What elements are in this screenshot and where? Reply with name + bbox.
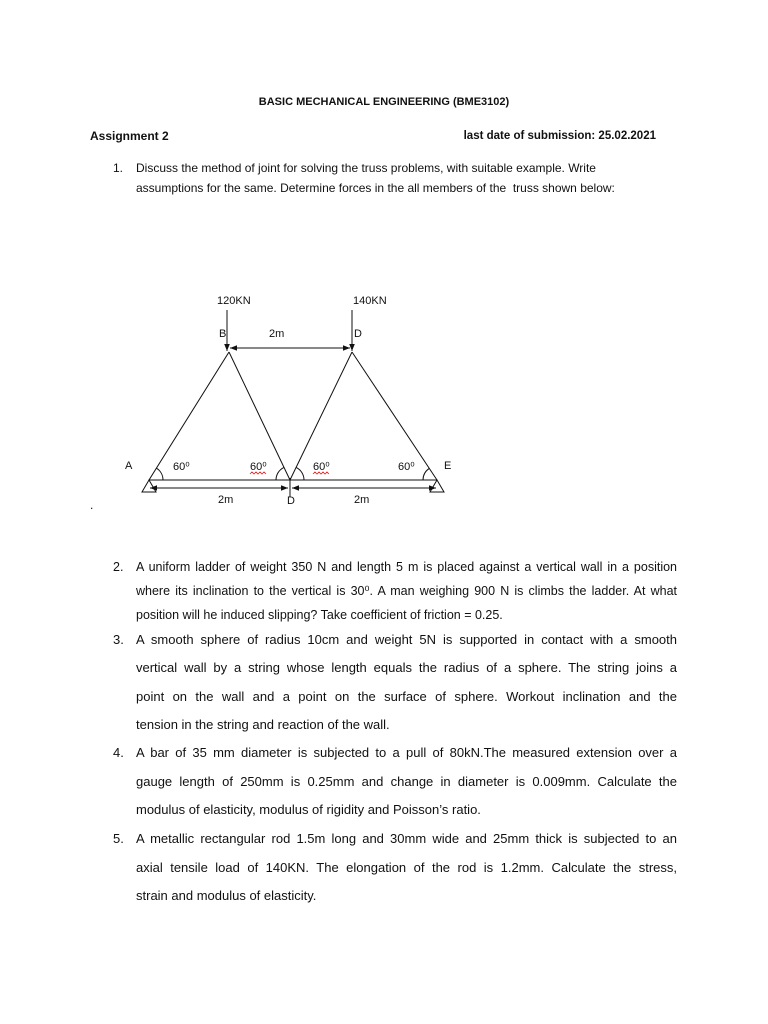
question-line: A metallic rectangular rod 1.5m long and 30mm wide and 25mm thick is subjected to an [136,831,677,846]
question-line: modulus of elasticity, modulus of rigidity and Poisson’s ratio. [136,802,481,817]
question-number: 5. [113,831,124,846]
question-line: A bar of 35 mm diameter is subjected to a pull of 80kN.The measured extension over a [136,745,677,760]
top-span-label: 2m [269,328,285,340]
question-line: vertical wall by a string whose length equals the radius of a sphere. The string joins a [136,660,677,676]
angle-arc-mid-right [296,467,304,480]
question-line: gauge length of 250mm is 0.25mm and change in diameter is 0.009mm. Calculate the [136,773,677,789]
question-number: 3. [113,632,124,647]
question-line: where its inclination to the vertical is 30⁰. A man weighing 900 N is climbs the ladder. At what [136,584,677,598]
angle-arc-a [157,468,164,480]
question-line: position will he induced slipping? Take coefficient of friction = 0.25. [136,608,503,622]
question-line: A smooth sphere of radius 10cm and weight 5N is supported in contact with a smooth [136,632,677,647]
angle-label-a: 60⁰ [173,461,190,473]
question-line: assumptions for the same. Determine forces in the all members of the truss shown below: [136,181,615,195]
truss-diagram [100,280,480,520]
angle-label-e: 60⁰ [398,461,415,473]
question-line: point on the wall and a point on the surface of sphere. Workout inclination and the [136,688,677,704]
question-text [136,158,677,198]
load-label-b: 120KN [217,295,251,307]
assignment-number: Assignment 2 [90,129,169,143]
joint-label-d: D [354,328,362,340]
question-text [136,825,677,911]
question-number: 4. [113,745,124,760]
question-text [136,739,677,825]
question-text [136,555,677,627]
support-e [430,480,444,492]
joint-label-b: B [219,328,227,340]
span-label-right: 2m [354,494,370,506]
stray-mark: . [90,498,94,512]
member-de [352,352,437,480]
document-title: BASIC MECHANICAL ENGINEERING (BME3102) [258,96,510,108]
question-line: tension in the string and reaction of the wall. [136,716,390,732]
question-line: A uniform ladder of weight 350 N and length 5 m is placed against a vertical wall in a position [136,560,677,574]
joint-label-a: A [125,460,133,472]
question-line: strain and modulus of elasticity. [136,888,317,903]
mid-joint-label: D [287,495,295,507]
submission-deadline: last date of submission: 25.02.2021 [463,130,656,142]
angle-arc-e [423,468,429,480]
angle-label-mid-left: 60⁰ [250,461,267,473]
support-a [142,480,156,492]
angle-arc-mid-left [276,467,284,480]
question-number: 1. [113,161,124,175]
span-label-left: 2m [218,494,234,506]
question-line: axial tensile load of 140KN. The elongation of the rod is 1.2mm. Calculate the stress, [136,859,677,875]
question-line: Discuss the method of joint for solving the truss problems, with suitable example. Write [136,161,596,175]
load-label-d: 140KN [353,295,387,307]
joint-label-e: E [444,460,452,472]
question-number: 2. [113,560,124,574]
angle-label-mid-right: 60⁰ [313,461,330,473]
question-text [136,626,677,739]
